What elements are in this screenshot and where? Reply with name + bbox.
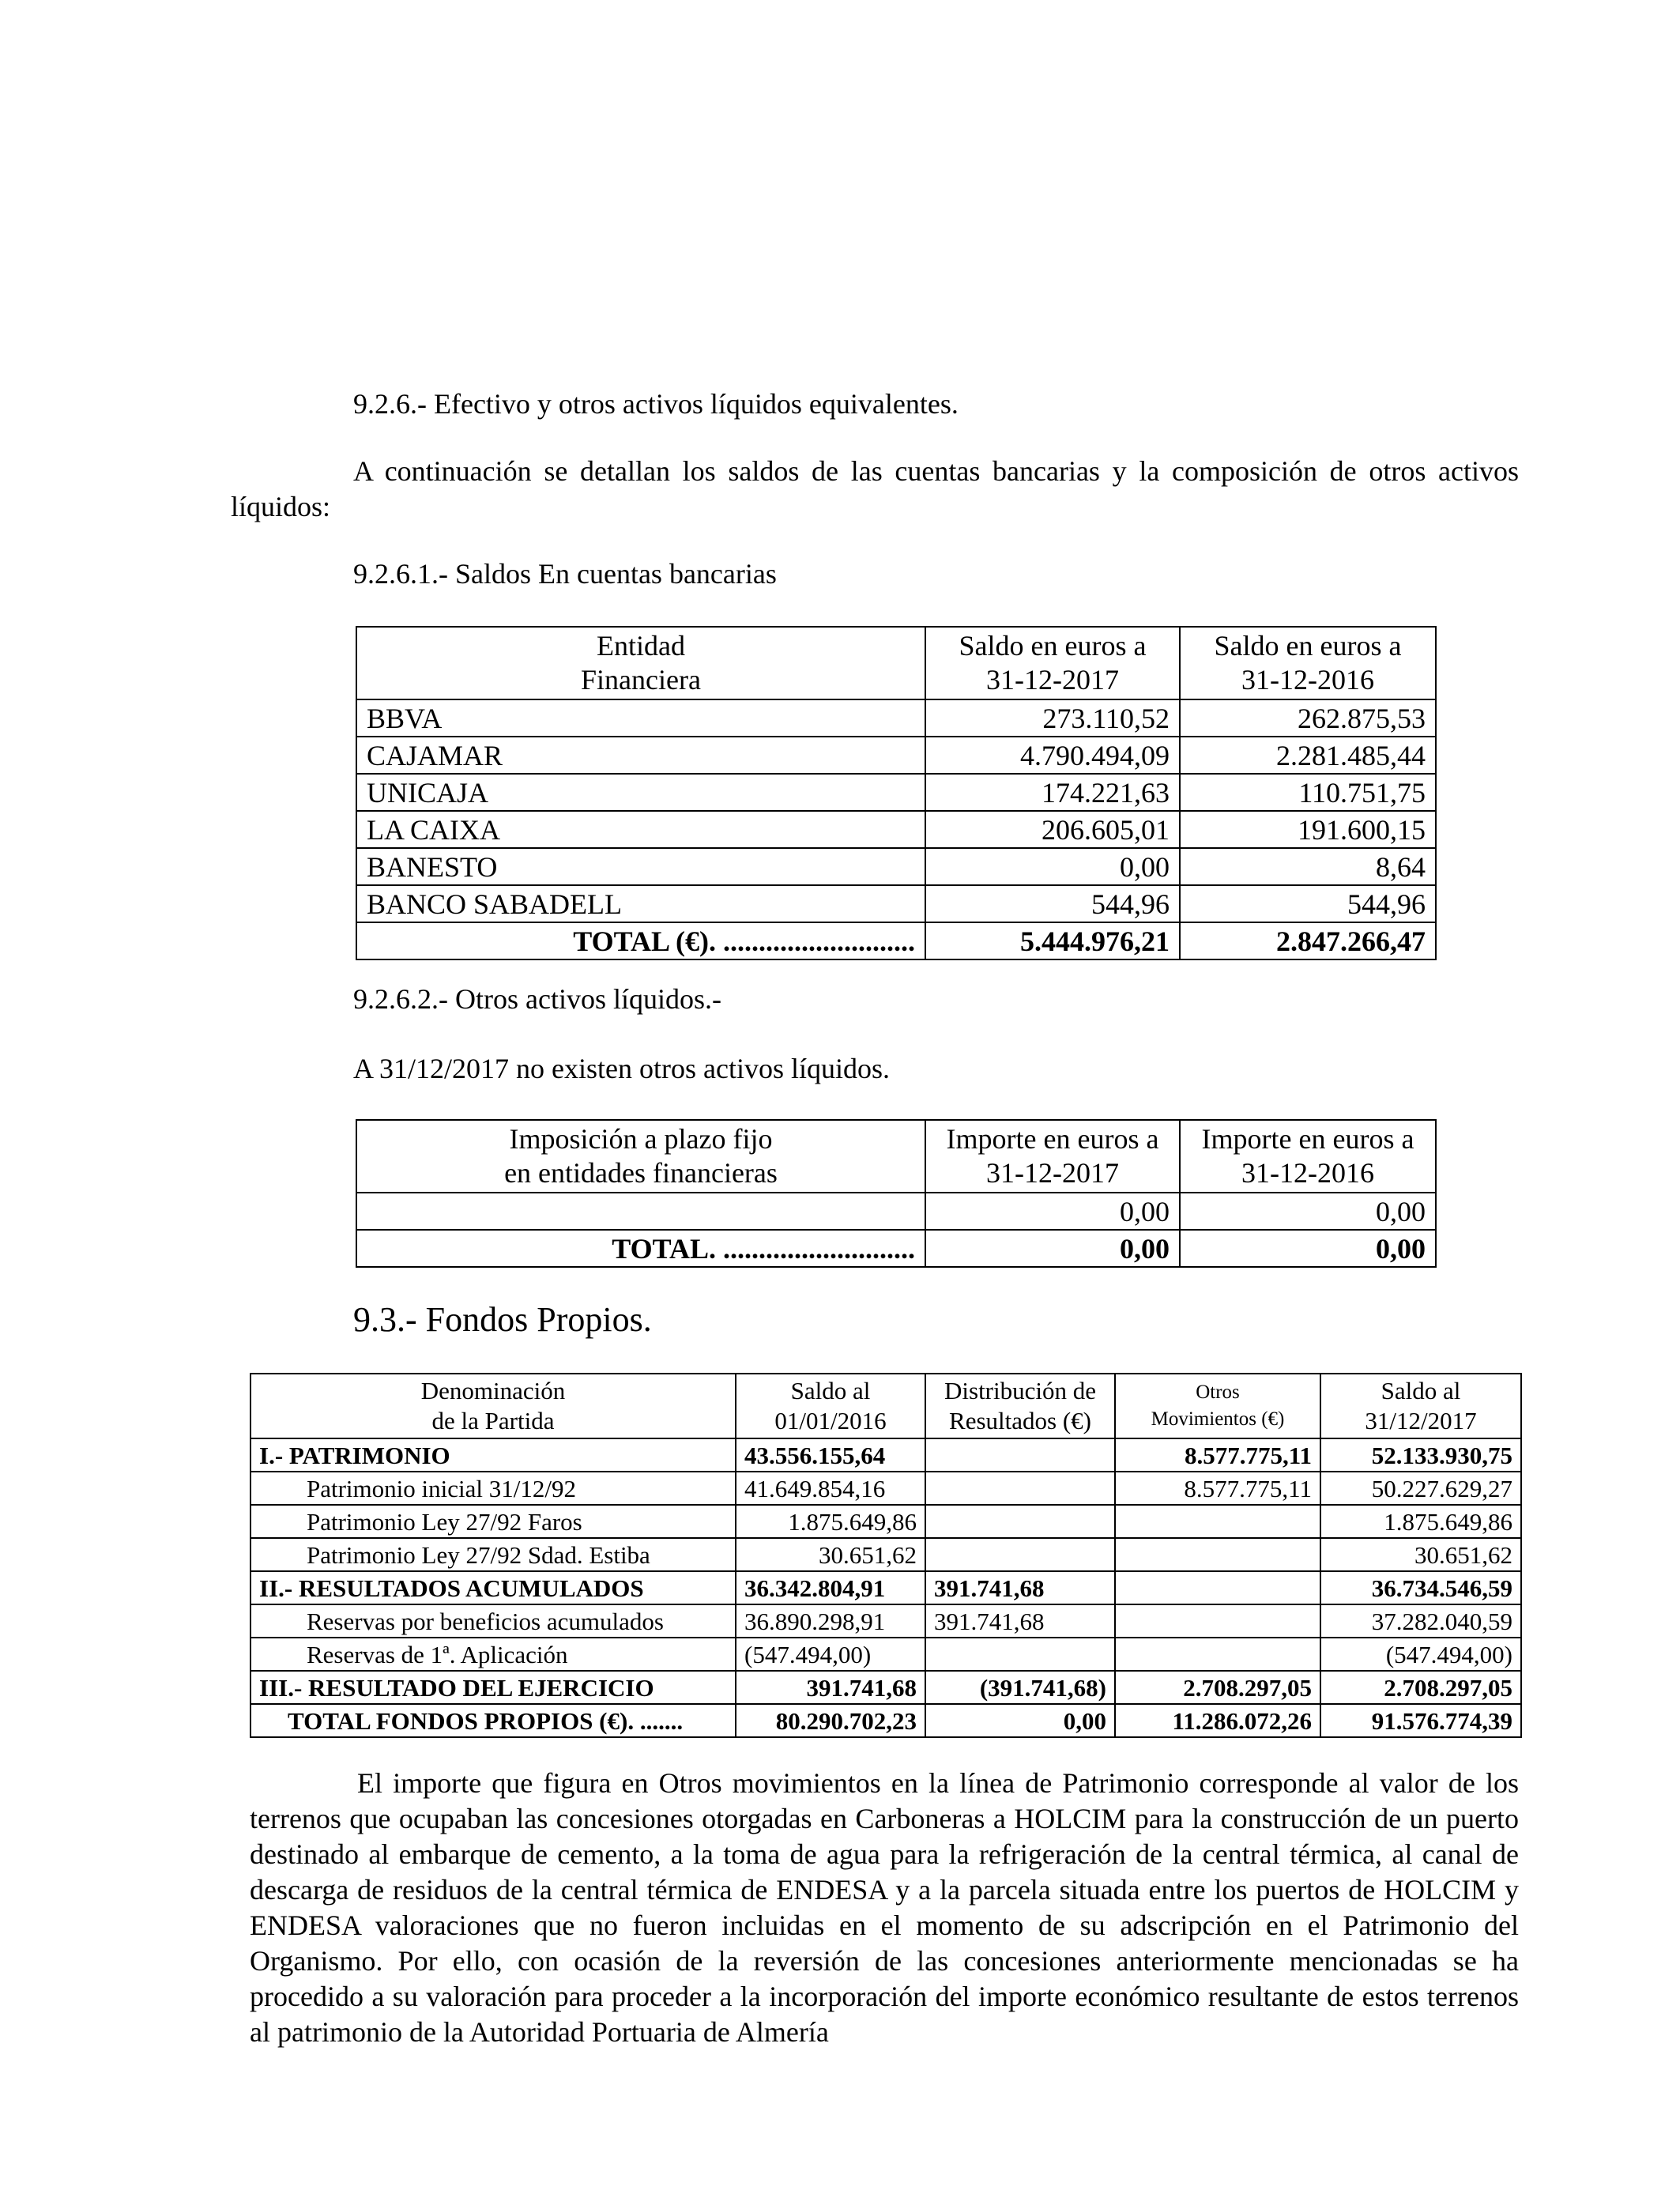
partida-label: III.- RESULTADO DEL EJERCICIO	[250, 1671, 736, 1704]
table-row	[250, 1538, 1521, 1571]
table-row	[250, 1571, 1521, 1604]
saldo-final: 50.227.629,27	[1320, 1472, 1521, 1505]
bank-balances-table	[356, 626, 1437, 960]
distribucion: 391.741,68	[925, 1604, 1115, 1638]
table-row	[356, 774, 1436, 811]
distribucion: 391.741,68	[925, 1571, 1115, 1604]
entity-name: BBVA	[356, 699, 925, 737]
header-distribucion	[925, 1374, 1115, 1438]
header-2016-line2: 31-12-2016	[1241, 1157, 1374, 1189]
header-2017-line2: 31-12-2017	[986, 664, 1119, 696]
section-9-2-6-title: 9.2.6.- Efectivo y otros activos líquidos equivalentes.	[353, 388, 959, 420]
total-2017: 5.444.976,21	[925, 922, 1180, 959]
header-2016	[1180, 1120, 1436, 1193]
explanatory-paragraph	[250, 1766, 1519, 2050]
balance-2016: 8,64	[1180, 848, 1436, 885]
equity-table	[250, 1373, 1522, 1738]
total-2016: 0,00	[1180, 1230, 1436, 1267]
otros-movimientos: 8.577.775,11	[1115, 1438, 1320, 1472]
deposit-name	[356, 1193, 925, 1230]
header-saldo-inicial	[736, 1374, 925, 1438]
saldo-final: 1.875.649,86	[1320, 1505, 1521, 1538]
header-otros-line1: Otros	[1196, 1382, 1240, 1403]
partida-label: Patrimonio Ley 27/92 Faros	[250, 1505, 736, 1538]
fixed-deposits-table	[356, 1119, 1437, 1268]
table-row	[250, 1604, 1521, 1638]
section-9-2-6-1-title: 9.2.6.1.- Saldos En cuentas bancarias	[353, 558, 777, 590]
section-9-3-title: 9.3.- Fondos Propios.	[353, 1300, 652, 1339]
otros-movimientos: 2.708.297,05	[1115, 1671, 1320, 1704]
partida-label: Patrimonio inicial 31/12/92	[250, 1472, 736, 1505]
otros-movimientos	[1115, 1505, 1320, 1538]
balance-2016: 2.281.485,44	[1180, 737, 1436, 774]
saldo-inicial: 43.556.155,64	[736, 1438, 925, 1472]
partida-label: Patrimonio Ley 27/92 Sdad. Estiba	[250, 1538, 736, 1571]
distribucion	[925, 1472, 1115, 1505]
total-distribucion: 0,00	[925, 1704, 1115, 1737]
distribucion	[925, 1438, 1115, 1472]
header-denominacion-line1: Denominación	[420, 1377, 566, 1404]
table-row	[356, 885, 1436, 922]
entity-name: LA CAIXA	[356, 811, 925, 848]
table-row	[356, 699, 1436, 737]
header-2017-line1: Saldo en euros a	[959, 630, 1147, 662]
intro-line-2: líquidos:	[231, 491, 331, 522]
total-2016: 2.847.266,47	[1180, 922, 1436, 959]
distribucion	[925, 1538, 1115, 1571]
total-label: TOTAL. ...........................	[356, 1230, 925, 1267]
table-total-row	[250, 1704, 1521, 1737]
balance-2016: 191.600,15	[1180, 811, 1436, 848]
header-saldo-final-line2: 31/12/2017	[1365, 1407, 1477, 1434]
header-otros-line2: Movimientos (€)	[1151, 1408, 1285, 1430]
header-otros-movimientos	[1115, 1374, 1320, 1438]
balance-2017: 544,96	[925, 885, 1180, 922]
amount-2016: 0,00	[1180, 1193, 1436, 1230]
table-row	[356, 1193, 1436, 1230]
saldo-inicial: 1.875.649,86	[736, 1505, 925, 1538]
header-saldo-inicial-line1: Saldo al	[790, 1377, 871, 1404]
balance-2017: 174.221,63	[925, 774, 1180, 811]
distribucion	[925, 1638, 1115, 1671]
header-saldo-final-line1: Saldo al	[1381, 1377, 1461, 1404]
saldo-final: 2.708.297,05	[1320, 1671, 1521, 1704]
saldo-final: (547.494,00)	[1320, 1638, 1521, 1671]
table-row	[250, 1638, 1521, 1671]
header-distribucion-line2: Resultados (€)	[949, 1407, 1091, 1434]
balance-2017: 206.605,01	[925, 811, 1180, 848]
partida-label: I.- PATRIMONIO	[250, 1438, 736, 1472]
header-entity-line1: Entidad	[597, 630, 685, 662]
saldo-inicial: 30.651,62	[736, 1538, 925, 1571]
partida-label: II.- RESULTADOS ACUMULADOS	[250, 1571, 736, 1604]
otros-movimientos	[1115, 1638, 1320, 1671]
paragraph-text: El importe que figura en Otros movimientos en la línea de Patrimonio corresponde al valor de los terrenos que ocupaban las concesiones otorgadas en Carboneras a HOLCIM para la construcción de un puerto destinado al embarque de cemento, a la toma de agua para la refrigeración de la central térmica, al canal de descarga de residuos de la central térmica de ENDESA y a la parcela situada entre los puertos de HOLCIM y ENDESA valoraciones que no fueron incluidas en el momento de su adscripción en el Patrimonio del Organismo. Por ello, con ocasión de la reversión de las concesiones anteriormente mencionadas se ha procedido a su valoración para proceder a la incorporación del importe económico resultante de estos terrenos al patrimonio de la Autoridad Portuaria de Almería	[250, 1767, 1519, 2048]
header-saldo-final	[1320, 1374, 1521, 1438]
header-2016-line2: 31-12-2016	[1241, 664, 1374, 696]
total-2017: 0,00	[925, 1230, 1180, 1267]
table-total-row	[356, 1230, 1436, 1267]
balance-2017: 0,00	[925, 848, 1180, 885]
entity-name: UNICAJA	[356, 774, 925, 811]
table-row	[250, 1472, 1521, 1505]
total-label: TOTAL FONDOS PROPIOS (€). .......	[250, 1704, 736, 1737]
header-2017-line1: Importe en euros a	[946, 1123, 1159, 1155]
header-entity	[356, 627, 925, 699]
balance-2016: 262.875,53	[1180, 699, 1436, 737]
header-denominacion	[250, 1374, 736, 1438]
header-2017	[925, 627, 1180, 699]
header-2017	[925, 1120, 1180, 1193]
otros-movimientos	[1115, 1604, 1320, 1638]
otros-movimientos: 8.577.775,11	[1115, 1472, 1320, 1505]
balance-2016: 544,96	[1180, 885, 1436, 922]
otros-movimientos	[1115, 1538, 1320, 1571]
entity-name: BANESTO	[356, 848, 925, 885]
balance-2017: 4.790.494,09	[925, 737, 1180, 774]
total-saldo-final: 91.576.774,39	[1320, 1704, 1521, 1737]
section-9-2-6-2-title: 9.2.6.2.- Otros activos líquidos.-	[353, 983, 721, 1015]
table-row	[356, 811, 1436, 848]
total-label: TOTAL (€). ...........................	[356, 922, 925, 959]
saldo-final: 52.133.930,75	[1320, 1438, 1521, 1472]
other-assets-note: A 31/12/2017 no existen otros activos líquidos.	[353, 1053, 890, 1084]
header-deposit-line1: Imposición a plazo fijo	[509, 1123, 773, 1155]
intro-line-1: A continuación se detallan los saldos de las cuentas bancarias y la composición de otros activos	[353, 455, 1519, 487]
table-header-row	[250, 1374, 1521, 1438]
header-2016	[1180, 627, 1436, 699]
saldo-inicial: 36.342.804,91	[736, 1571, 925, 1604]
header-distribucion-line1: Distribución de	[944, 1377, 1096, 1404]
header-2017-line2: 31-12-2017	[986, 1157, 1119, 1189]
total-otros-movimientos: 11.286.072,26	[1115, 1704, 1320, 1737]
saldo-final: 37.282.040,59	[1320, 1604, 1521, 1638]
saldo-final: 36.734.546,59	[1320, 1571, 1521, 1604]
partida-label: Reservas de 1ª. Aplicación	[250, 1638, 736, 1671]
saldo-final: 30.651,62	[1320, 1538, 1521, 1571]
header-denominacion-line2: de la Partida	[431, 1407, 555, 1434]
header-2016-line1: Importe en euros a	[1201, 1123, 1414, 1155]
amount-2017: 0,00	[925, 1193, 1180, 1230]
saldo-inicial: 391.741,68	[736, 1671, 925, 1704]
table-row	[356, 737, 1436, 774]
balance-2016: 110.751,75	[1180, 774, 1436, 811]
table-row	[356, 848, 1436, 885]
saldo-inicial: 41.649.854,16	[736, 1472, 925, 1505]
table-header-row	[356, 1120, 1436, 1193]
header-saldo-inicial-line2: 01/01/2016	[774, 1407, 887, 1434]
table-row	[250, 1671, 1521, 1704]
distribucion	[925, 1505, 1115, 1538]
table-total-row	[356, 922, 1436, 959]
table-row	[250, 1438, 1521, 1472]
saldo-inicial: (547.494,00)	[736, 1638, 925, 1671]
header-deposit-line2: en entidades financieras	[504, 1157, 778, 1189]
entity-name: CAJAMAR	[356, 737, 925, 774]
total-saldo-inicial: 80.290.702,23	[736, 1704, 925, 1737]
header-2016-line1: Saldo en euros a	[1214, 630, 1402, 662]
distribucion: (391.741,68)	[925, 1671, 1115, 1704]
otros-movimientos	[1115, 1571, 1320, 1604]
table-header-row	[356, 627, 1436, 699]
partida-label: Reservas por beneficios acumulados	[250, 1604, 736, 1638]
header-deposit	[356, 1120, 925, 1193]
header-entity-line2: Financiera	[581, 664, 701, 696]
entity-name: BANCO SABADELL	[356, 885, 925, 922]
saldo-inicial: 36.890.298,91	[736, 1604, 925, 1638]
table-row	[250, 1505, 1521, 1538]
balance-2017: 273.110,52	[925, 699, 1180, 737]
